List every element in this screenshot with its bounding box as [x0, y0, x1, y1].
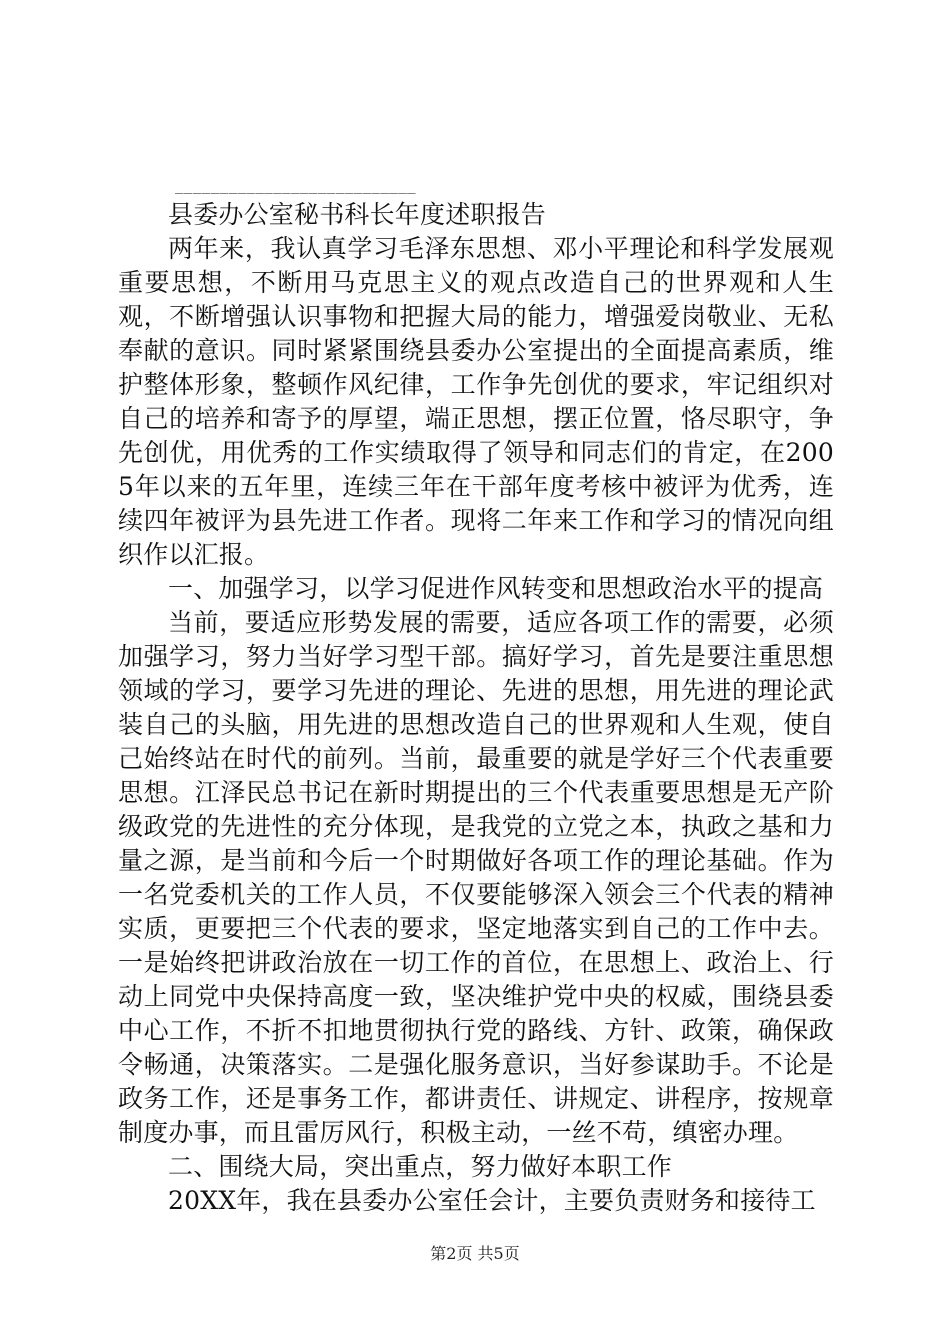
document-title: 县委办公室秘书科长年度述职报告: [168, 200, 547, 229]
paragraph-section-2: 20XX年，我在县委办公室任会计，主要负责财务和接待工: [168, 1186, 816, 1215]
paragraph-section-1: 当前，要适应形势发展的需要，适应各项工作的需要，必须加强学习，努力当好学习型干部。搞好学习，首先是要注重思想领域的学习，要学习先进的理论、先进的思想，用先进的理论武装自己的头脑，用先进的思想改造自己的世界观和人生观，使自己始终站在时代的前列。当前，最重要的就是学好三个代表重要思想。江泽民总书记在新时期提出的三个代表重要思想是无产阶级政党的先进性的充分体现，是我党的立党之本，执政之基和力量之源，是当前和今后一个时期做好各项工作的理论基础。作为一名党委机关的工作人员，不仅要能够深入领会三个代表的精神实质，更要把三个代表的要求，坚定地落实到自己的工作中去。一是始终把讲政治放在一切工作的首位，在思想上、政治上、行动上同党中央保持高度一致，坚决维护党中央的权威，围绕县委中心工作，不折不扣地贯彻执行党的路线、方针、政策，确保政令畅通，决策落实。二是强化服务意识，当好参谋助手。不论是政务工作，还是事务工作，都讲责任、讲规定、讲程序，按规章制度办事，而且雷厉风行，积极主动，一丝不苟，缜密办理。: [118, 608, 834, 1147]
page-number: 第2页 共5页: [430, 1244, 520, 1263]
separator-line: ___________________________: [175, 178, 417, 194]
document-body: [118, 198, 834, 1218]
paragraph-intro: 两年来，我认真学习毛泽东思想、邓小平理论和科学发展观重要思想，不断用马克思主义的观点改造自己的世界观和人生观，不断增强认识事物和把握大局的能力，增强爱岗敬业、无私奉献的意识。同时紧紧围绕县委办公室提出的全面提高素质，维护整体形象，整顿作风纪律，工作争先创优的要求，牢记组织对自己的培养和寄予的厚望，端正思想，摆正位置，恪尽职守，争先创优，用优秀的工作实绩取得了领导和同志们的肯定，在2005年以来的五年里，连续三年在干部年度考核中被评为优秀，连续四年被评为县先进工作者。现将二年来工作和学习的情况向组织作以汇报。: [118, 234, 834, 569]
section-heading-2: 二、围绕大局，突出重点，努力做好本职工作: [168, 1152, 673, 1181]
section-heading-1: 一、加强学习，以学习促进作风转变和思想政治水平的提高: [168, 574, 824, 603]
